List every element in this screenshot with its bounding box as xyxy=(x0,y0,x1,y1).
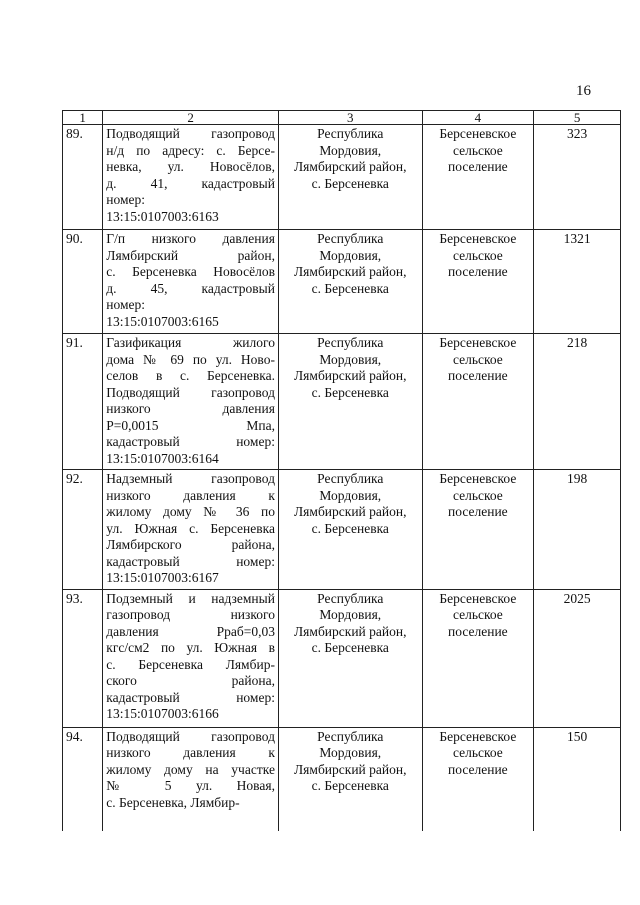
owner-line: поселение xyxy=(448,264,508,279)
location-line: Республика xyxy=(317,126,384,141)
description-line: кадастровый номер: xyxy=(106,689,275,705)
owner-line: сельское xyxy=(452,487,503,503)
description-line: низкого давления к xyxy=(106,745,275,760)
owner-cell xyxy=(422,230,534,334)
description-line: давления Рраб=0,03 xyxy=(106,623,275,639)
location-cell xyxy=(278,727,422,831)
row-number-cell: 91. xyxy=(63,334,103,470)
column-header-2: 2 xyxy=(103,111,279,125)
owner-line: Берсеневское xyxy=(439,335,517,350)
description-line: низкого давления к xyxy=(106,487,275,503)
description-line: ского района, xyxy=(106,673,275,688)
description-line: 13:15:0107003:6165 xyxy=(106,313,219,329)
description-line: Газификация жилого xyxy=(106,335,275,350)
location-line: Мордовия, xyxy=(319,247,382,263)
location-line: Мордовия, xyxy=(319,607,382,622)
table-row xyxy=(63,230,621,334)
row-number-cell: 94. xyxy=(63,727,103,831)
location-cell xyxy=(278,589,422,727)
location-line: Мордовия, xyxy=(319,142,382,158)
column-header-1: 1 xyxy=(63,111,103,125)
description-line: кгс/см2 по ул. Южная в xyxy=(106,640,275,655)
column-header-5: 5 xyxy=(534,111,621,125)
owner-line: сельское xyxy=(452,247,503,263)
owner-line: поселение xyxy=(448,623,508,639)
location-line: Республика xyxy=(317,335,384,350)
owner-line: Берсеневское xyxy=(439,231,517,246)
owner-line: Берсеневское xyxy=(439,590,517,606)
description-line: низкого давления xyxy=(106,401,275,416)
location-line: Республика xyxy=(317,590,384,606)
description-line: жилому дому на участке xyxy=(106,761,275,777)
column-header-3: 3 xyxy=(278,111,422,125)
description-line: Лямбирский район, xyxy=(106,247,275,263)
table-row xyxy=(63,334,621,470)
description-line: 13:15:0107003:6167 xyxy=(106,570,219,585)
description-line: с. Берсеневка Новосёлов xyxy=(106,264,275,279)
location-line: Мордовия, xyxy=(319,745,382,760)
table-row xyxy=(63,589,621,727)
length-cell: 1321 xyxy=(534,230,621,334)
description-line: селов в с. Берсеневка. xyxy=(106,368,275,383)
owner-line: Берсеневское xyxy=(439,728,517,744)
owner-line: сельское xyxy=(452,351,503,367)
row-number-cell: 93. xyxy=(63,589,103,727)
owner-line: поселение xyxy=(448,761,508,777)
location-line: с. Берсеневка xyxy=(311,384,389,400)
description-line: кадастровый номер: xyxy=(106,434,275,449)
description-line: газопровод низкого xyxy=(106,607,275,622)
owner-line: Берсеневское xyxy=(439,126,517,141)
location-line: Лямбирский район, xyxy=(294,623,407,639)
description-line: номер: xyxy=(106,192,146,207)
length-cell: 2025 xyxy=(534,589,621,727)
object-description-cell xyxy=(103,125,279,230)
column-header-4: 4 xyxy=(422,111,534,125)
location-line: с. Берсеневка xyxy=(311,520,389,536)
location-line: Лямбирский район, xyxy=(294,159,407,174)
description-line: Надземный газопровод xyxy=(106,471,275,486)
location-line: Мордовия, xyxy=(319,487,382,503)
location-line: Республика xyxy=(317,471,384,486)
description-line: Подземный и надземный xyxy=(106,590,275,606)
owner-cell xyxy=(422,727,534,831)
location-cell xyxy=(278,125,422,230)
location-line: с. Берсеневка xyxy=(311,778,389,793)
object-description-cell xyxy=(103,589,279,727)
owner-cell xyxy=(422,589,534,727)
owner-line: поселение xyxy=(448,504,508,519)
owner-line: сельское xyxy=(452,745,503,760)
location-line: Республика xyxy=(317,728,384,744)
length-cell: 218 xyxy=(534,334,621,470)
length-cell: 150 xyxy=(534,727,621,831)
description-line: Подводящий газопровод xyxy=(106,384,275,400)
table-row xyxy=(63,125,621,230)
description-line: 13:15:0107003:6166 xyxy=(106,706,219,721)
description-line: Г/п низкого давления xyxy=(106,231,275,246)
description-line: дома № 69 по ул. Ново- xyxy=(106,351,275,367)
description-line: Подводящий газопровод xyxy=(106,728,275,744)
row-number-cell: 90. xyxy=(63,230,103,334)
object-description-cell xyxy=(103,470,279,590)
description-line: Лямбирского района, xyxy=(106,537,275,552)
row-number-cell: 92. xyxy=(63,470,103,590)
table-row xyxy=(63,727,621,831)
description-line: кадастровый номер: xyxy=(106,553,275,569)
owner-line: Берсеневское xyxy=(439,471,517,486)
description-line: Р=0,0015 Мпа, xyxy=(106,417,275,433)
description-line: 13:15:0107003:6164 xyxy=(106,450,219,466)
description-line: д. 45, кадастровый xyxy=(106,280,275,296)
location-line: Лямбирский район, xyxy=(294,761,407,777)
location-line: Лямбирский район, xyxy=(294,504,407,519)
owner-line: поселение xyxy=(448,159,508,174)
length-cell: 198 xyxy=(534,470,621,590)
owner-cell xyxy=(422,125,534,230)
gas-pipeline-registry-table xyxy=(62,110,621,831)
description-line: 13:15:0107003:6163 xyxy=(106,208,219,224)
description-line: с. Берсеневка Лямбир- xyxy=(106,656,275,672)
location-cell xyxy=(278,230,422,334)
description-line: жилому дому № 36 по xyxy=(106,504,275,519)
table-body xyxy=(63,111,621,831)
page-number: 16 xyxy=(576,83,591,99)
column-number-row xyxy=(63,111,621,125)
location-line: с. Берсеневка xyxy=(311,640,389,655)
location-line: с. Берсеневка xyxy=(311,280,389,296)
description-line: невка, ул. Новосёлов, xyxy=(106,159,275,174)
object-description-cell xyxy=(103,230,279,334)
location-cell xyxy=(278,334,422,470)
description-line: н/д по адресу: с. Берсе- xyxy=(106,142,275,158)
description-line: д. 41, кадастровый xyxy=(106,175,275,191)
object-description-cell xyxy=(103,334,279,470)
location-line: с. Берсеневка xyxy=(311,175,389,191)
description-line: с. Берсеневка, Лямбир- xyxy=(106,794,240,810)
object-description-cell xyxy=(103,727,279,831)
owner-cell xyxy=(422,470,534,590)
description-line: № 5 ул. Новая, xyxy=(106,778,275,793)
description-line: номер: xyxy=(106,297,146,312)
description-line: ул. Южная с. Берсеневка xyxy=(106,520,275,536)
row-number-cell: 89. xyxy=(63,125,103,230)
location-line: Лямбирский район, xyxy=(294,264,407,279)
location-line: Лямбирский район, xyxy=(294,368,407,383)
owner-line: поселение xyxy=(448,368,508,383)
length-cell: 323 xyxy=(534,125,621,230)
table-row xyxy=(63,470,621,590)
owner-cell xyxy=(422,334,534,470)
description-line: Подводящий газопровод xyxy=(106,126,275,141)
location-line: Республика xyxy=(317,231,384,246)
location-line: Мордовия, xyxy=(319,351,382,367)
owner-line: сельское xyxy=(452,142,503,158)
owner-line: сельское xyxy=(452,607,503,622)
location-cell xyxy=(278,470,422,590)
